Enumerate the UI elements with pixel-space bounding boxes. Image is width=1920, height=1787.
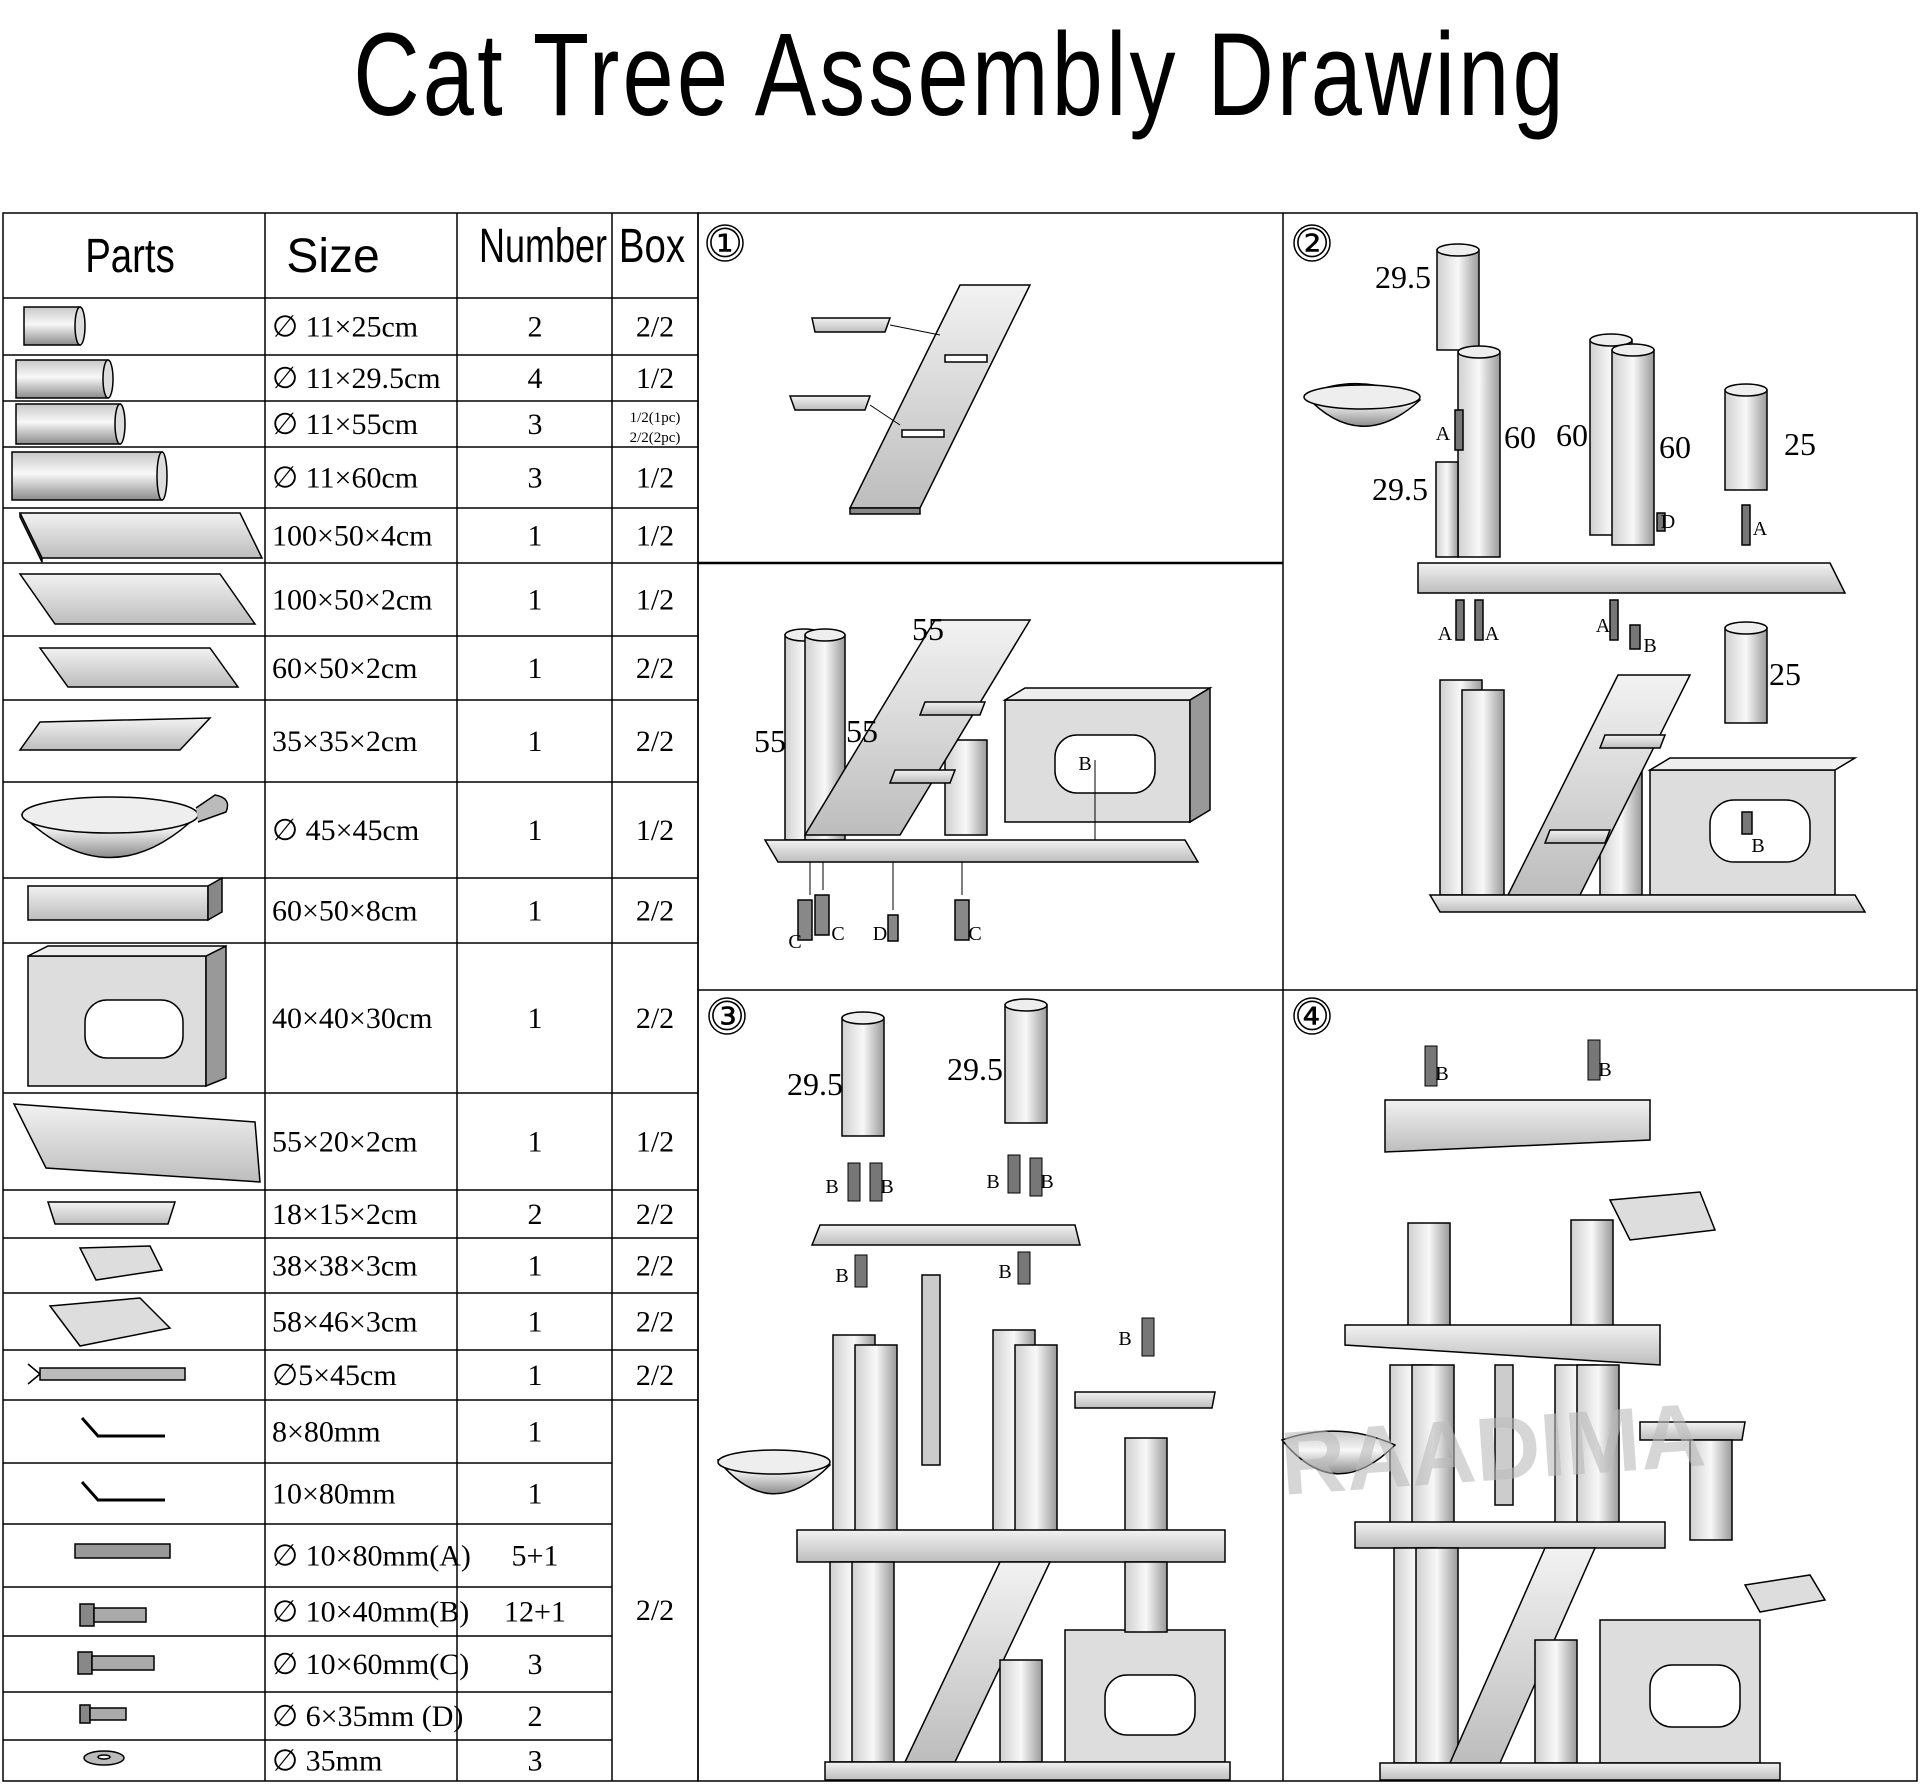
dimension-label-s1b_55a: 55 bbox=[754, 723, 786, 759]
part-size: 55×20×2cm bbox=[272, 1125, 418, 1159]
part-number: 2 bbox=[527, 310, 543, 344]
dimension-label-s2_A4: A bbox=[1595, 615, 1611, 637]
dimension-label-s1b_55c: 55 bbox=[912, 611, 944, 647]
part-number: 3 bbox=[527, 408, 543, 441]
dimension-label-s3_B4: B bbox=[1040, 1171, 1054, 1193]
part-size: 18×15×2cm bbox=[272, 1198, 418, 1231]
table-row bbox=[272, 725, 674, 758]
post-25-icon bbox=[24, 307, 85, 345]
part-size: 60×50×2cm bbox=[272, 652, 418, 685]
table-row bbox=[272, 1700, 543, 1733]
header-size: Size bbox=[286, 230, 380, 283]
dimension-label-s2_A1: A bbox=[1435, 423, 1451, 445]
part-size: 38×38×3cm bbox=[272, 1249, 418, 1283]
part-box: 1/2 bbox=[635, 1125, 675, 1159]
dimension-label-s2_25a: 25 bbox=[1784, 426, 1816, 462]
table-row bbox=[272, 1250, 674, 1283]
table-row bbox=[272, 1416, 543, 1449]
part-box: 1/2 bbox=[635, 583, 675, 617]
part-number: 1 bbox=[527, 652, 543, 685]
dimension-label-s2_D: D bbox=[1660, 511, 1676, 533]
bolt-marks bbox=[848, 1040, 1600, 1356]
table-row bbox=[272, 1126, 674, 1159]
part-number: 1 bbox=[527, 1359, 543, 1392]
dimension-label-s3_B2: B bbox=[880, 1176, 894, 1198]
board-60x50x8-icon bbox=[28, 878, 222, 920]
table-row bbox=[272, 1648, 543, 1681]
dimension-label-s4_B2: B bbox=[1598, 1059, 1612, 1081]
part-box: 2/2 bbox=[635, 1305, 675, 1339]
part-number: 2 bbox=[527, 1700, 543, 1733]
part-size: ∅5×45cm bbox=[272, 1359, 397, 1392]
table-row bbox=[272, 520, 674, 553]
allen-key-8-icon bbox=[82, 1418, 165, 1436]
table-row bbox=[272, 584, 674, 617]
table-row bbox=[272, 1198, 674, 1231]
part-number: 1 bbox=[527, 725, 543, 758]
post-29-5-icon bbox=[16, 360, 113, 398]
part-size: 8×80mm bbox=[272, 1415, 381, 1449]
table-headers bbox=[85, 219, 685, 283]
part-number: 1 bbox=[527, 1249, 543, 1283]
part-number: 1 bbox=[527, 1125, 543, 1159]
dimension-label-s3_B1: B bbox=[825, 1176, 839, 1198]
table-rows bbox=[272, 311, 680, 1778]
part-size: ∅ 11×25cm bbox=[272, 310, 419, 344]
step-1-number: ① bbox=[707, 221, 743, 266]
dimension-label-s3_B7: B bbox=[1118, 1328, 1132, 1350]
dimension-label-s2_295a: 29.5 bbox=[1375, 259, 1431, 295]
step-4-number: ④ bbox=[1294, 994, 1330, 1039]
dimension-label-s1b_55b: 55 bbox=[846, 713, 878, 749]
step-icon bbox=[48, 1202, 175, 1224]
part-box: 1/2 bbox=[635, 519, 675, 553]
table-row bbox=[272, 1306, 674, 1339]
table-row bbox=[272, 652, 674, 685]
part-icons bbox=[12, 307, 262, 1765]
part-box: 1/2(1pc) bbox=[629, 410, 681, 426]
part-number: 1 bbox=[527, 1002, 543, 1035]
dimension-label-s2_B2: B bbox=[1751, 835, 1765, 857]
cube-icon bbox=[28, 946, 226, 1086]
part-number: 4 bbox=[527, 362, 543, 395]
ramp-icon bbox=[14, 1104, 260, 1182]
part-number: 1 bbox=[527, 894, 543, 928]
dimension-label-s3_295b: 29.5 bbox=[947, 1051, 1003, 1087]
table-row bbox=[272, 895, 674, 928]
dimension-label-s1b_C1: C bbox=[788, 931, 802, 953]
table-row bbox=[272, 408, 680, 446]
dimension-label-s2_A2: A bbox=[1437, 623, 1453, 645]
part-box-secondary: 2/2(2pc) bbox=[629, 430, 681, 446]
part-box: 2/2 bbox=[635, 310, 675, 344]
page-title: Cat Tree Assembly Drawing bbox=[353, 9, 1567, 141]
part-size: ∅ 11×55cm bbox=[272, 408, 419, 441]
part-size: 40×40×30cm bbox=[272, 1002, 433, 1035]
post-55-icon bbox=[16, 404, 125, 444]
part-number: 2 bbox=[527, 1198, 543, 1231]
dimension-label-s2_60c: 60 bbox=[1659, 429, 1691, 465]
part-size: 100×50×2cm bbox=[272, 583, 433, 617]
dimension-label-s1b_C2: C bbox=[831, 923, 845, 945]
bolt-a-icon bbox=[75, 1544, 170, 1558]
rope-icon bbox=[28, 1364, 185, 1384]
part-number: 5+1 bbox=[511, 1539, 559, 1573]
dimension-label-s4_B1: B bbox=[1435, 1063, 1449, 1085]
dimension-label-s2_60b: 60 bbox=[1556, 417, 1588, 453]
washer-icon bbox=[84, 1751, 124, 1765]
board-100x50x4-icon bbox=[20, 513, 262, 562]
hardware-box: 2/2 bbox=[635, 1594, 675, 1627]
part-box: 2/2 bbox=[635, 1359, 675, 1392]
board-35x35x2-icon bbox=[20, 718, 210, 750]
part-size: ∅ 45×45cm bbox=[272, 814, 420, 847]
board-60x50x2-icon bbox=[40, 648, 238, 687]
part-box: 1/2 bbox=[635, 461, 675, 495]
cushion-38-icon bbox=[80, 1246, 162, 1280]
part-size: ∅ 10×40mm(B) bbox=[272, 1595, 470, 1629]
part-box: 1/2 bbox=[635, 362, 675, 395]
part-size: 100×50×4cm bbox=[272, 519, 433, 553]
part-box: 1/2 bbox=[635, 814, 675, 847]
part-number: 3 bbox=[527, 1744, 543, 1778]
dimension-label-s3_295a: 29.5 bbox=[787, 1066, 843, 1102]
step-3-drawing bbox=[718, 999, 1230, 1780]
part-size: ∅ 11×60cm bbox=[272, 461, 419, 495]
part-number: 12+1 bbox=[504, 1595, 566, 1629]
bolt-b-icon bbox=[80, 1604, 146, 1626]
dimension-label-s2_295b: 29.5 bbox=[1372, 471, 1428, 507]
bolt-c-icon bbox=[78, 1652, 154, 1674]
table-row bbox=[272, 1359, 674, 1392]
bolt-d-icon bbox=[80, 1705, 126, 1723]
cushion-58-icon bbox=[50, 1298, 170, 1346]
dimension-label-s3_B6: B bbox=[998, 1261, 1012, 1283]
post-60-icon bbox=[12, 452, 167, 500]
part-size: ∅ 10×60mm(C) bbox=[272, 1648, 470, 1681]
table-row bbox=[272, 311, 674, 344]
part-number: 1 bbox=[527, 519, 543, 553]
part-number: 1 bbox=[527, 1415, 543, 1449]
table-row bbox=[272, 1002, 674, 1035]
step-2-number: ② bbox=[1294, 221, 1330, 266]
part-size: ∅ 6×35mm (D) bbox=[272, 1700, 464, 1733]
header-box: Box bbox=[618, 220, 686, 274]
table-row bbox=[272, 462, 674, 495]
part-size: ∅ 10×80mm(A) bbox=[272, 1539, 471, 1573]
allen-key-10-icon bbox=[82, 1482, 165, 1500]
part-box: 2/2 bbox=[635, 1002, 675, 1035]
header-number: Number bbox=[479, 219, 607, 273]
part-box: 2/2 bbox=[635, 894, 675, 928]
board-100x50x2-icon bbox=[20, 574, 255, 624]
step-2-drawing bbox=[1304, 244, 1865, 912]
dimension-label-s1b_B: B bbox=[1078, 753, 1092, 775]
part-size: ∅ 35mm bbox=[272, 1744, 383, 1778]
part-size: ∅ 11×29.5cm bbox=[272, 362, 441, 395]
table-row bbox=[272, 1540, 558, 1573]
table-row bbox=[272, 814, 674, 847]
part-box: 2/2 bbox=[635, 1198, 675, 1231]
dimension-label-s1b_D: D bbox=[872, 923, 888, 945]
table-row bbox=[272, 1745, 543, 1778]
header-parts: Parts bbox=[85, 230, 175, 284]
dimension-label-s3_B3: B bbox=[986, 1171, 1000, 1193]
part-number: 3 bbox=[527, 1648, 543, 1681]
table-row bbox=[272, 1478, 543, 1511]
dimension-label-s2_A5: A bbox=[1752, 518, 1768, 540]
step-1b-drawing bbox=[765, 620, 1210, 941]
part-number: 1 bbox=[527, 1305, 543, 1339]
part-box: 2/2 bbox=[635, 725, 675, 758]
bowl-icon bbox=[22, 795, 228, 858]
dimension-label-s2_B1: B bbox=[1643, 635, 1657, 657]
part-number: 1 bbox=[527, 814, 543, 847]
dimension-label-s1b_C3: C bbox=[968, 923, 982, 945]
part-number: 1 bbox=[527, 583, 543, 617]
part-size: 10×80mm bbox=[272, 1477, 396, 1511]
part-size: 58×46×3cm bbox=[272, 1305, 418, 1339]
dimension-label-s2_60a: 60 bbox=[1504, 419, 1536, 455]
watermark: RAADIMA bbox=[1277, 1385, 1709, 1515]
part-number: 1 bbox=[527, 1477, 543, 1511]
part-box: 2/2 bbox=[635, 1249, 675, 1283]
part-box: 2/2 bbox=[635, 652, 675, 685]
part-size: 60×50×8cm bbox=[272, 894, 418, 928]
dimension-label-s2_A3: A bbox=[1484, 623, 1500, 645]
dimension-label-s3_B5: B bbox=[835, 1265, 849, 1287]
table-row bbox=[272, 1596, 566, 1629]
step-3-number: ③ bbox=[709, 994, 745, 1039]
table-row bbox=[272, 362, 674, 395]
step-1-drawing bbox=[790, 285, 1030, 514]
part-size: 35×35×2cm bbox=[272, 725, 418, 758]
part-number: 3 bbox=[527, 461, 543, 495]
dimension-label-s2_25b: 25 bbox=[1769, 656, 1801, 692]
